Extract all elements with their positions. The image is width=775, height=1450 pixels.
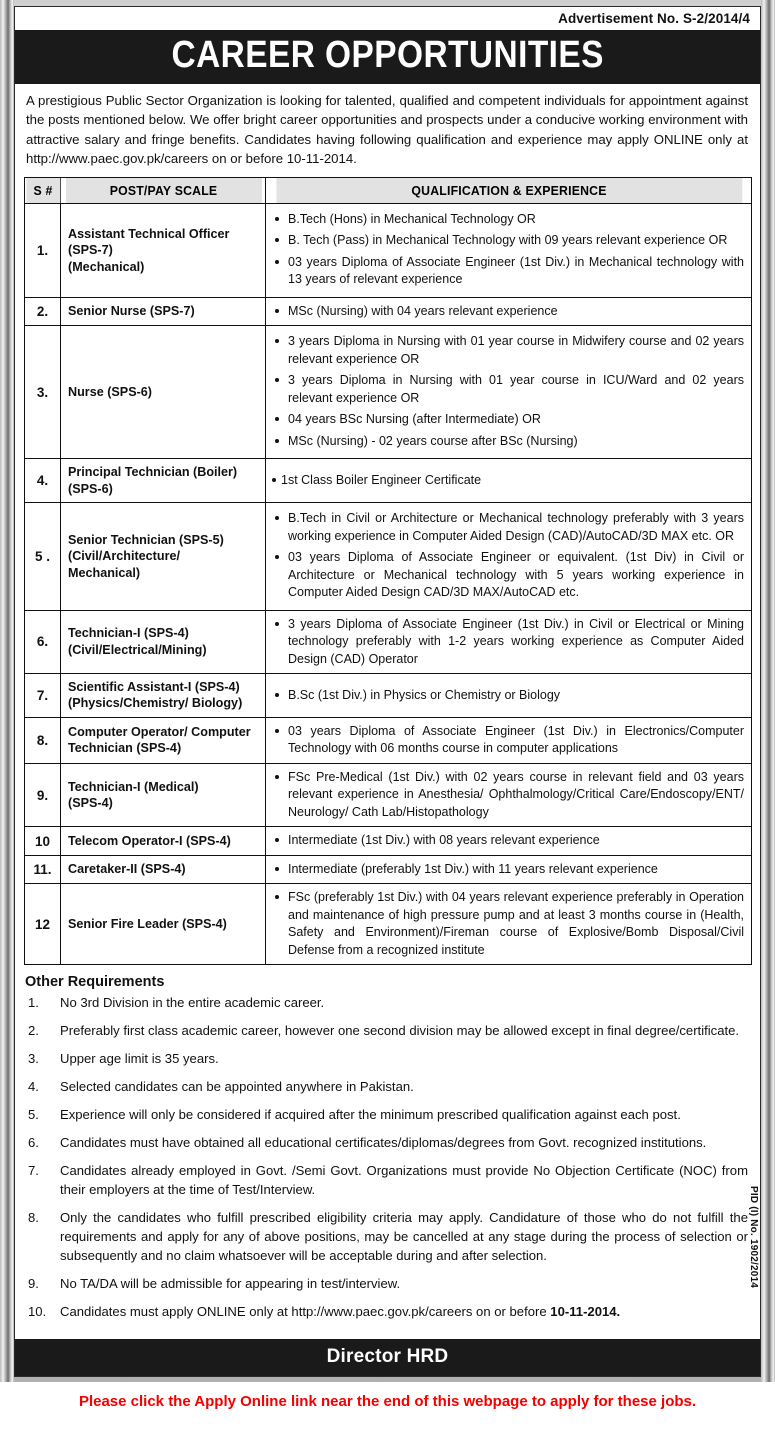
row-serial-number: 3. (25, 326, 61, 459)
qualification-list (272, 861, 744, 879)
qualification-list (272, 472, 744, 490)
row-post-title (61, 459, 266, 503)
advertisement-sheet (14, 6, 761, 1377)
table-row (25, 326, 752, 459)
requirement-item (26, 994, 748, 1013)
row-serial-number: 1. (25, 203, 61, 297)
column-header-sn: S # (25, 177, 60, 203)
row-qualification (266, 297, 752, 326)
row-qualification (266, 855, 752, 884)
requirement-number: 8. (28, 1210, 39, 1226)
qualification-item: 03 years Diploma of Associate Engineer (1st Div.) in Mechanical technology with 13 years of relevant experience (272, 254, 744, 289)
requirement-item (26, 1162, 748, 1200)
qualification-item: Intermediate (1st Div.) with 08 years relevant experience (272, 832, 744, 850)
row-serial-number: 6. (25, 610, 61, 674)
table-row (25, 203, 752, 297)
requirement-number: 9. (28, 1276, 39, 1292)
qualification-item: FSc (preferably 1st Div.) with 04 years relevant experience preferably in Operation and maintenance of high pressure pump and at least 3 months course in (Health, Safety and Environment)/Fireman course of Explosive/Bomb Disposal/Civil Defense from a recognized institute (272, 889, 744, 959)
requirement-text: Preferably first class academic career, however one second division may be allowed except in final degree/certificate. (60, 1023, 740, 1039)
qualification-item: FSc Pre-Medical (1st Div.) with 02 years course in relevant field and 03 years relevant experience in Anesthesia/ Ophthalmology/Critical Care/Endoscopy/ENT/ Neurology/ Cath Lab/Histopathology (272, 769, 744, 822)
row-qualification (266, 610, 752, 674)
title-band (15, 30, 760, 84)
qualification-item: 3 years Diploma in Nursing with 01 year course in Midwifery course and 02 years relevant experience OR (272, 333, 744, 368)
advertisement-number: Advertisement No. S-2/2014/4 (15, 7, 760, 30)
qualification-item: MSc (Nursing) - 02 years course after BSc (Nursing) (272, 433, 744, 451)
row-qualification (266, 827, 752, 856)
post-title-line: (SPS-6) (68, 481, 113, 496)
requirement-item (26, 1275, 748, 1294)
row-serial-number: 7. (25, 674, 61, 718)
post-title-line: (SPS-4) (68, 796, 113, 811)
requirement-item (26, 1022, 748, 1041)
row-qualification (266, 884, 752, 965)
requirement-item (26, 1209, 748, 1266)
post-title-line: Senior Nurse (SPS-7) (68, 304, 195, 319)
apply-online-note: Please click the Apply Online link near the end of this webpage to apply for these jobs. (0, 1382, 775, 1420)
qualification-list (272, 616, 744, 669)
requirement-text: Selected candidates can be appointed anywhere in Pakistan. (60, 1079, 414, 1095)
column-header-post: POST/PAY SCALE (65, 177, 262, 203)
table-row (25, 827, 752, 856)
requirement-text: Experience will only be considered if acquired after the minimum prescribed qualification against each post. (60, 1107, 681, 1123)
post-title-line: Nurse (SPS-6) (68, 385, 152, 400)
qualification-item: 03 years Diploma of Associate Engineer (1st Div.) in Electronics/Computer Technology with 06 months course in computer applications (272, 723, 744, 758)
row-qualification (266, 674, 752, 718)
post-title-line: Senior Fire Leader (SPS-4) (68, 917, 227, 932)
frame-right-edge (761, 0, 775, 1382)
qualification-item: 1st Class Boiler Engineer Certificate (272, 472, 744, 490)
post-title-line: (Civil/Electrical/Mining) (68, 642, 207, 657)
post-title-line: Computer Operator/ Computer (68, 724, 251, 739)
qualification-item: B.Sc (1st Div.) in Physics or Chemistry or Biology (272, 687, 744, 705)
posts-table-wrapper (15, 177, 760, 965)
row-post-title (61, 717, 266, 763)
post-title-line: Telecom Operator-I (SPS-4) (68, 833, 231, 848)
posts-table-body (25, 203, 752, 964)
post-title-line: Technician-I (Medical) (68, 779, 199, 794)
requirement-item (26, 1106, 748, 1125)
requirement-item (26, 1050, 748, 1069)
row-qualification (266, 203, 752, 297)
requirement-text: Only the candidates who fulfill prescribed eligibility criteria may apply. Candidature of those who do not fulfill the requirements and apply for any of above positions, may be cancelled at any stage during the process of selection or subsequently and no claim whatsoever will be acceptable during and after selection. (60, 1210, 748, 1264)
row-qualification (266, 717, 752, 763)
requirement-text: No 3rd Division in the entire academic career. (60, 995, 325, 1011)
table-row (25, 717, 752, 763)
post-title-line: (Mechanical) (68, 259, 145, 274)
table-row (25, 610, 752, 674)
post-title-line: Technician (SPS-4) (68, 741, 182, 756)
frame-left-edge (0, 0, 14, 1382)
post-title-line: Scientific Assistant-I (SPS-4) (68, 680, 240, 695)
table-row (25, 503, 752, 611)
director-band (15, 1339, 760, 1376)
table-header-row (25, 177, 752, 203)
qualification-item: B. Tech (Pass) in Mechanical Technology with 09 years relevant experience OR (272, 232, 744, 250)
qualification-item: 03 years Diploma of Associate Engineer or equivalent. (1st Div) in Civil or Architecture or Mechanical technology with 5 years working experience in Computer Aided Design CAD/3D MAX/AutoCAD etc. (272, 549, 744, 602)
row-post-title (61, 674, 266, 718)
qualification-list (272, 211, 744, 289)
qualification-list (272, 889, 744, 959)
post-title-line: Senior Technician (SPS-5) (68, 532, 224, 547)
table-row (25, 763, 752, 827)
requirement-number: 1. (28, 995, 39, 1011)
qualification-list (272, 510, 744, 602)
row-post-title (61, 610, 266, 674)
qualification-item: 04 years BSc Nursing (after Intermediate) OR (272, 411, 744, 429)
other-requirements-list (15, 994, 760, 1337)
row-post-title (61, 297, 266, 326)
requirement-number: 10. (28, 1304, 47, 1320)
row-qualification (266, 763, 752, 827)
table-row (25, 884, 752, 965)
qualification-item: Intermediate (preferably 1st Div.) with 11 years relevant experience (272, 861, 744, 879)
row-serial-number: 11. (25, 855, 61, 884)
posts-table (24, 177, 752, 965)
requirement-number: 2. (28, 1023, 39, 1039)
requirement-item (26, 1303, 748, 1322)
requirement-number: 3. (28, 1051, 39, 1067)
requirement-item (26, 1078, 748, 1097)
row-post-title (61, 763, 266, 827)
row-post-title (61, 827, 266, 856)
director-label: Director HRD (326, 1346, 449, 1368)
qualification-item: B.Tech (Hons) in Mechanical Technology OR (272, 211, 744, 229)
requirement-number: 6. (28, 1135, 39, 1151)
post-title-line: Mechanical) (68, 565, 141, 580)
qualification-list (272, 769, 744, 822)
requirement-deadline: 10-11-2014. (550, 1304, 621, 1320)
row-serial-number: 2. (25, 297, 61, 326)
requirement-number: 4. (28, 1079, 39, 1095)
row-qualification (266, 326, 752, 459)
row-serial-number: 10 (25, 827, 61, 856)
requirement-item (26, 1134, 748, 1153)
table-row (25, 855, 752, 884)
row-post-title (61, 503, 266, 611)
qualification-item: B.Tech in Civil or Architecture or Mechanical technology preferably with 3 years working experience in Computer Aided Design (CAD)/AutoCAD/3D MAX etc. OR (272, 510, 744, 545)
table-row (25, 297, 752, 326)
row-post-title (61, 855, 266, 884)
requirement-text: Candidates must have obtained all educational certificates/diplomas/degrees from Govt. recognized institutions. (60, 1135, 707, 1151)
post-title-line: Assistant Technical Officer (68, 226, 230, 241)
post-title-line: (Civil/Architecture/ (68, 549, 180, 564)
row-post-title (61, 326, 266, 459)
row-serial-number: 5 . (25, 503, 61, 611)
row-serial-number: 8. (25, 717, 61, 763)
requirement-number: 5. (28, 1107, 39, 1123)
table-row (25, 674, 752, 718)
requirement-text: Candidates must apply ONLINE only at http://www.paec.gov.pk/careers on or before (60, 1304, 551, 1320)
row-serial-number: 12 (25, 884, 61, 965)
qualification-list (272, 723, 744, 758)
qualification-list (272, 303, 744, 321)
requirement-text: No TA/DA will be admissible for appearing in test/interview. (60, 1276, 401, 1292)
row-post-title (61, 884, 266, 965)
post-title-line: Caretaker-II (SPS-4) (68, 862, 186, 877)
requirement-text: Candidates already employed in Govt. /Semi Govt. Organizations must provide No Objection Certificate (NOC) from their employers at the time of Test/Interview. (60, 1163, 748, 1198)
qualification-item: MSc (Nursing) with 04 years relevant experience (272, 303, 744, 321)
post-title-line: (Physics/Chemistry/ Biology) (68, 696, 243, 711)
page-title: CAREER OPPORTUNITIES (171, 34, 604, 76)
requirement-text: Upper age limit is 35 years. (60, 1051, 219, 1067)
row-serial-number: 4. (25, 459, 61, 503)
column-header-qual: QUALIFICATION & EXPERIENCE (275, 177, 742, 203)
requirement-number: 7. (28, 1163, 39, 1179)
qualification-list (272, 333, 744, 450)
pid-number: PID (I) No. 1902/2014 (748, 1186, 759, 1289)
post-title-line: Principal Technician (Boiler) (68, 465, 238, 480)
qualification-list (272, 687, 744, 705)
qualification-list (272, 832, 744, 850)
post-title-line: (SPS-7) (68, 243, 113, 258)
qualification-item: 3 years Diploma of Associate Engineer (1st Div.) in Civil or Electrical or Mining technology preferably with 1-2 years working experience as Computer Aided Design (CAD) Operator (272, 616, 744, 669)
other-requirements-heading: Other Requirements (25, 974, 165, 991)
intro-paragraph: A prestigious Public Sector Organization is looking for talented, qualified and competent individuals for appointment against the posts mentioned below. We offer bright career opportunities and prospects under a conducive working environment with attractive salary and fringe benefits. Candidates having following qualification and experience may apply ONLINE only at http://www.paec.gov.pk/careers on or before 10-11-2014. (15, 84, 760, 177)
post-title-line: Technician-I (SPS-4) (68, 626, 189, 641)
row-qualification (266, 459, 752, 503)
qualification-item: 3 years Diploma in Nursing with 01 year course in ICU/Ward and 02 years relevant experience OR (272, 372, 744, 407)
row-qualification (266, 503, 752, 611)
row-post-title (61, 203, 266, 297)
table-row (25, 459, 752, 503)
row-serial-number: 9. (25, 763, 61, 827)
